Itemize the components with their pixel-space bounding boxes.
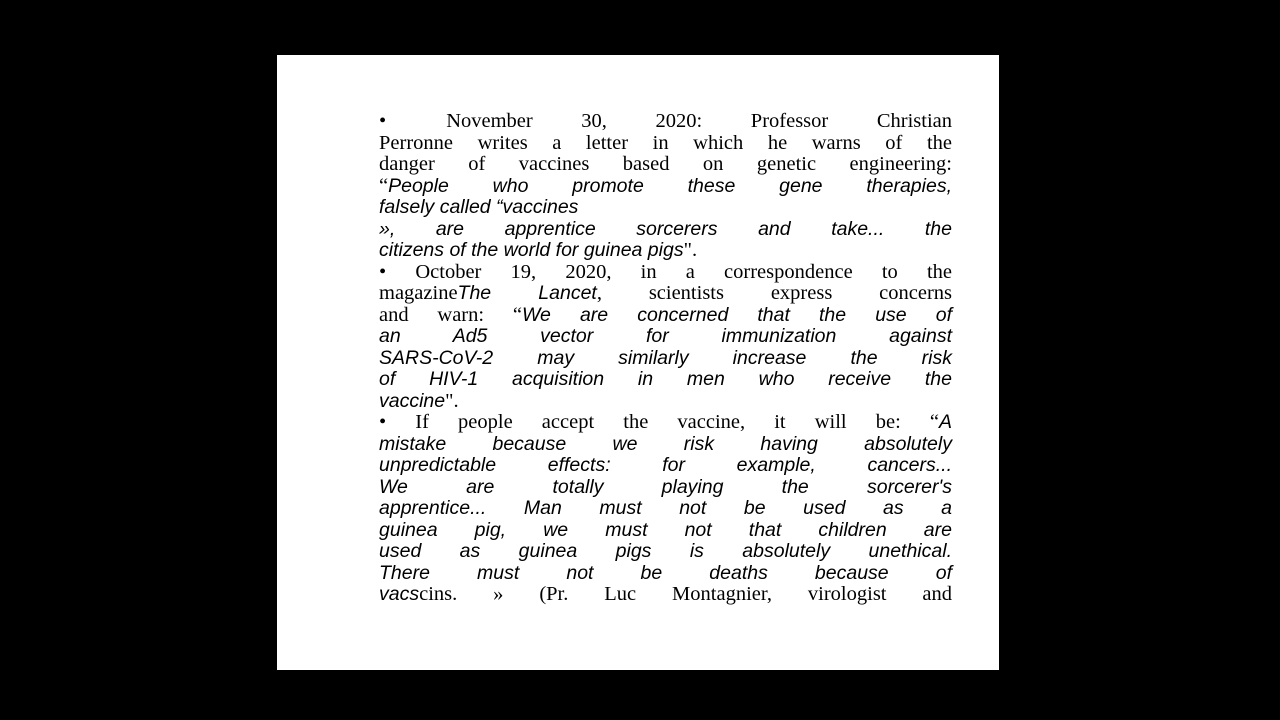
quote-text: unpredictable effects: for example, cancers... — [379, 454, 952, 476]
text-line — [379, 219, 952, 241]
text-span: November 30, 2020: Professor Christian — [446, 110, 952, 132]
text-span: ". — [683, 239, 698, 261]
text-line — [379, 326, 952, 348]
quote-text: SARS-CoV-2 may similarly increase the risk — [379, 346, 952, 369]
quote-text: There must not be deaths because of — [379, 561, 952, 584]
bullet: • — [379, 110, 387, 132]
text-line — [379, 477, 952, 499]
bullet: • — [379, 411, 387, 433]
quote-text: People who promote these gene therapies, — [388, 174, 952, 197]
text-span: , scientists express concerns — [596, 282, 952, 304]
text-line — [379, 197, 952, 219]
text-span: cins. » (Pr. Luc Montagnier, virologist and — [419, 583, 952, 605]
text-span: “ — [379, 174, 389, 197]
bullet: • — [379, 260, 387, 283]
quote-text: apprentice... Man must not be used as a — [379, 497, 952, 519]
quote-text: citizens of the world for guinea pigs — [379, 239, 684, 261]
text-span: ". — [445, 389, 459, 412]
text-line — [379, 283, 952, 305]
text-line — [379, 584, 952, 606]
text-line — [379, 111, 952, 133]
text-span: If people accept the vaccine, it will be: “ — [415, 411, 939, 433]
quote-text: A — [938, 411, 952, 433]
quote-text: We are concerned that the use of — [521, 303, 952, 326]
document-page — [277, 55, 999, 670]
text-line — [379, 498, 952, 520]
text-line — [379, 412, 952, 434]
text-span: Perronne writes a letter in which he warns of the — [379, 131, 952, 154]
text-line — [379, 455, 952, 477]
quote-text: vacs — [379, 583, 420, 605]
text-span: and warn: “ — [379, 303, 522, 326]
text-line — [379, 434, 952, 456]
text-span: magazine — [379, 282, 458, 304]
text-line — [379, 541, 952, 563]
text-line — [379, 240, 952, 262]
quote-text: », are apprentice sorcerers and take... the — [379, 217, 952, 240]
text-line — [379, 154, 952, 176]
quote-text: We are totally playing the sorcerer's — [379, 475, 952, 498]
quote-text: used as guinea pigs is absolutely unethical. — [379, 540, 952, 562]
quote-text: falsely called “vaccines — [379, 196, 579, 218]
quote-text: an Ad5 vector for immunization against — [379, 325, 952, 347]
text-line — [379, 369, 952, 391]
quote-text: of HIV-1 acquisition in men who receive the — [379, 368, 952, 390]
quote-text: vaccine — [379, 389, 446, 412]
text-span: October 19, 2020, in a correspondence to the — [415, 260, 952, 283]
text-span: danger of vaccines based on genetic engineering: — [379, 153, 952, 175]
quote-text: mistake because we risk having absolutely — [379, 432, 952, 455]
magazine-title: The Lancet — [457, 282, 597, 304]
text-line — [379, 391, 952, 413]
text-line — [379, 305, 952, 327]
quote-text: guinea pig, we must not that children are — [379, 518, 952, 541]
text-line — [379, 133, 952, 155]
text-line — [379, 520, 952, 542]
text-line — [379, 563, 952, 585]
document-text — [379, 111, 952, 606]
text-line — [379, 176, 952, 198]
text-line — [379, 262, 952, 284]
text-line — [379, 348, 952, 370]
